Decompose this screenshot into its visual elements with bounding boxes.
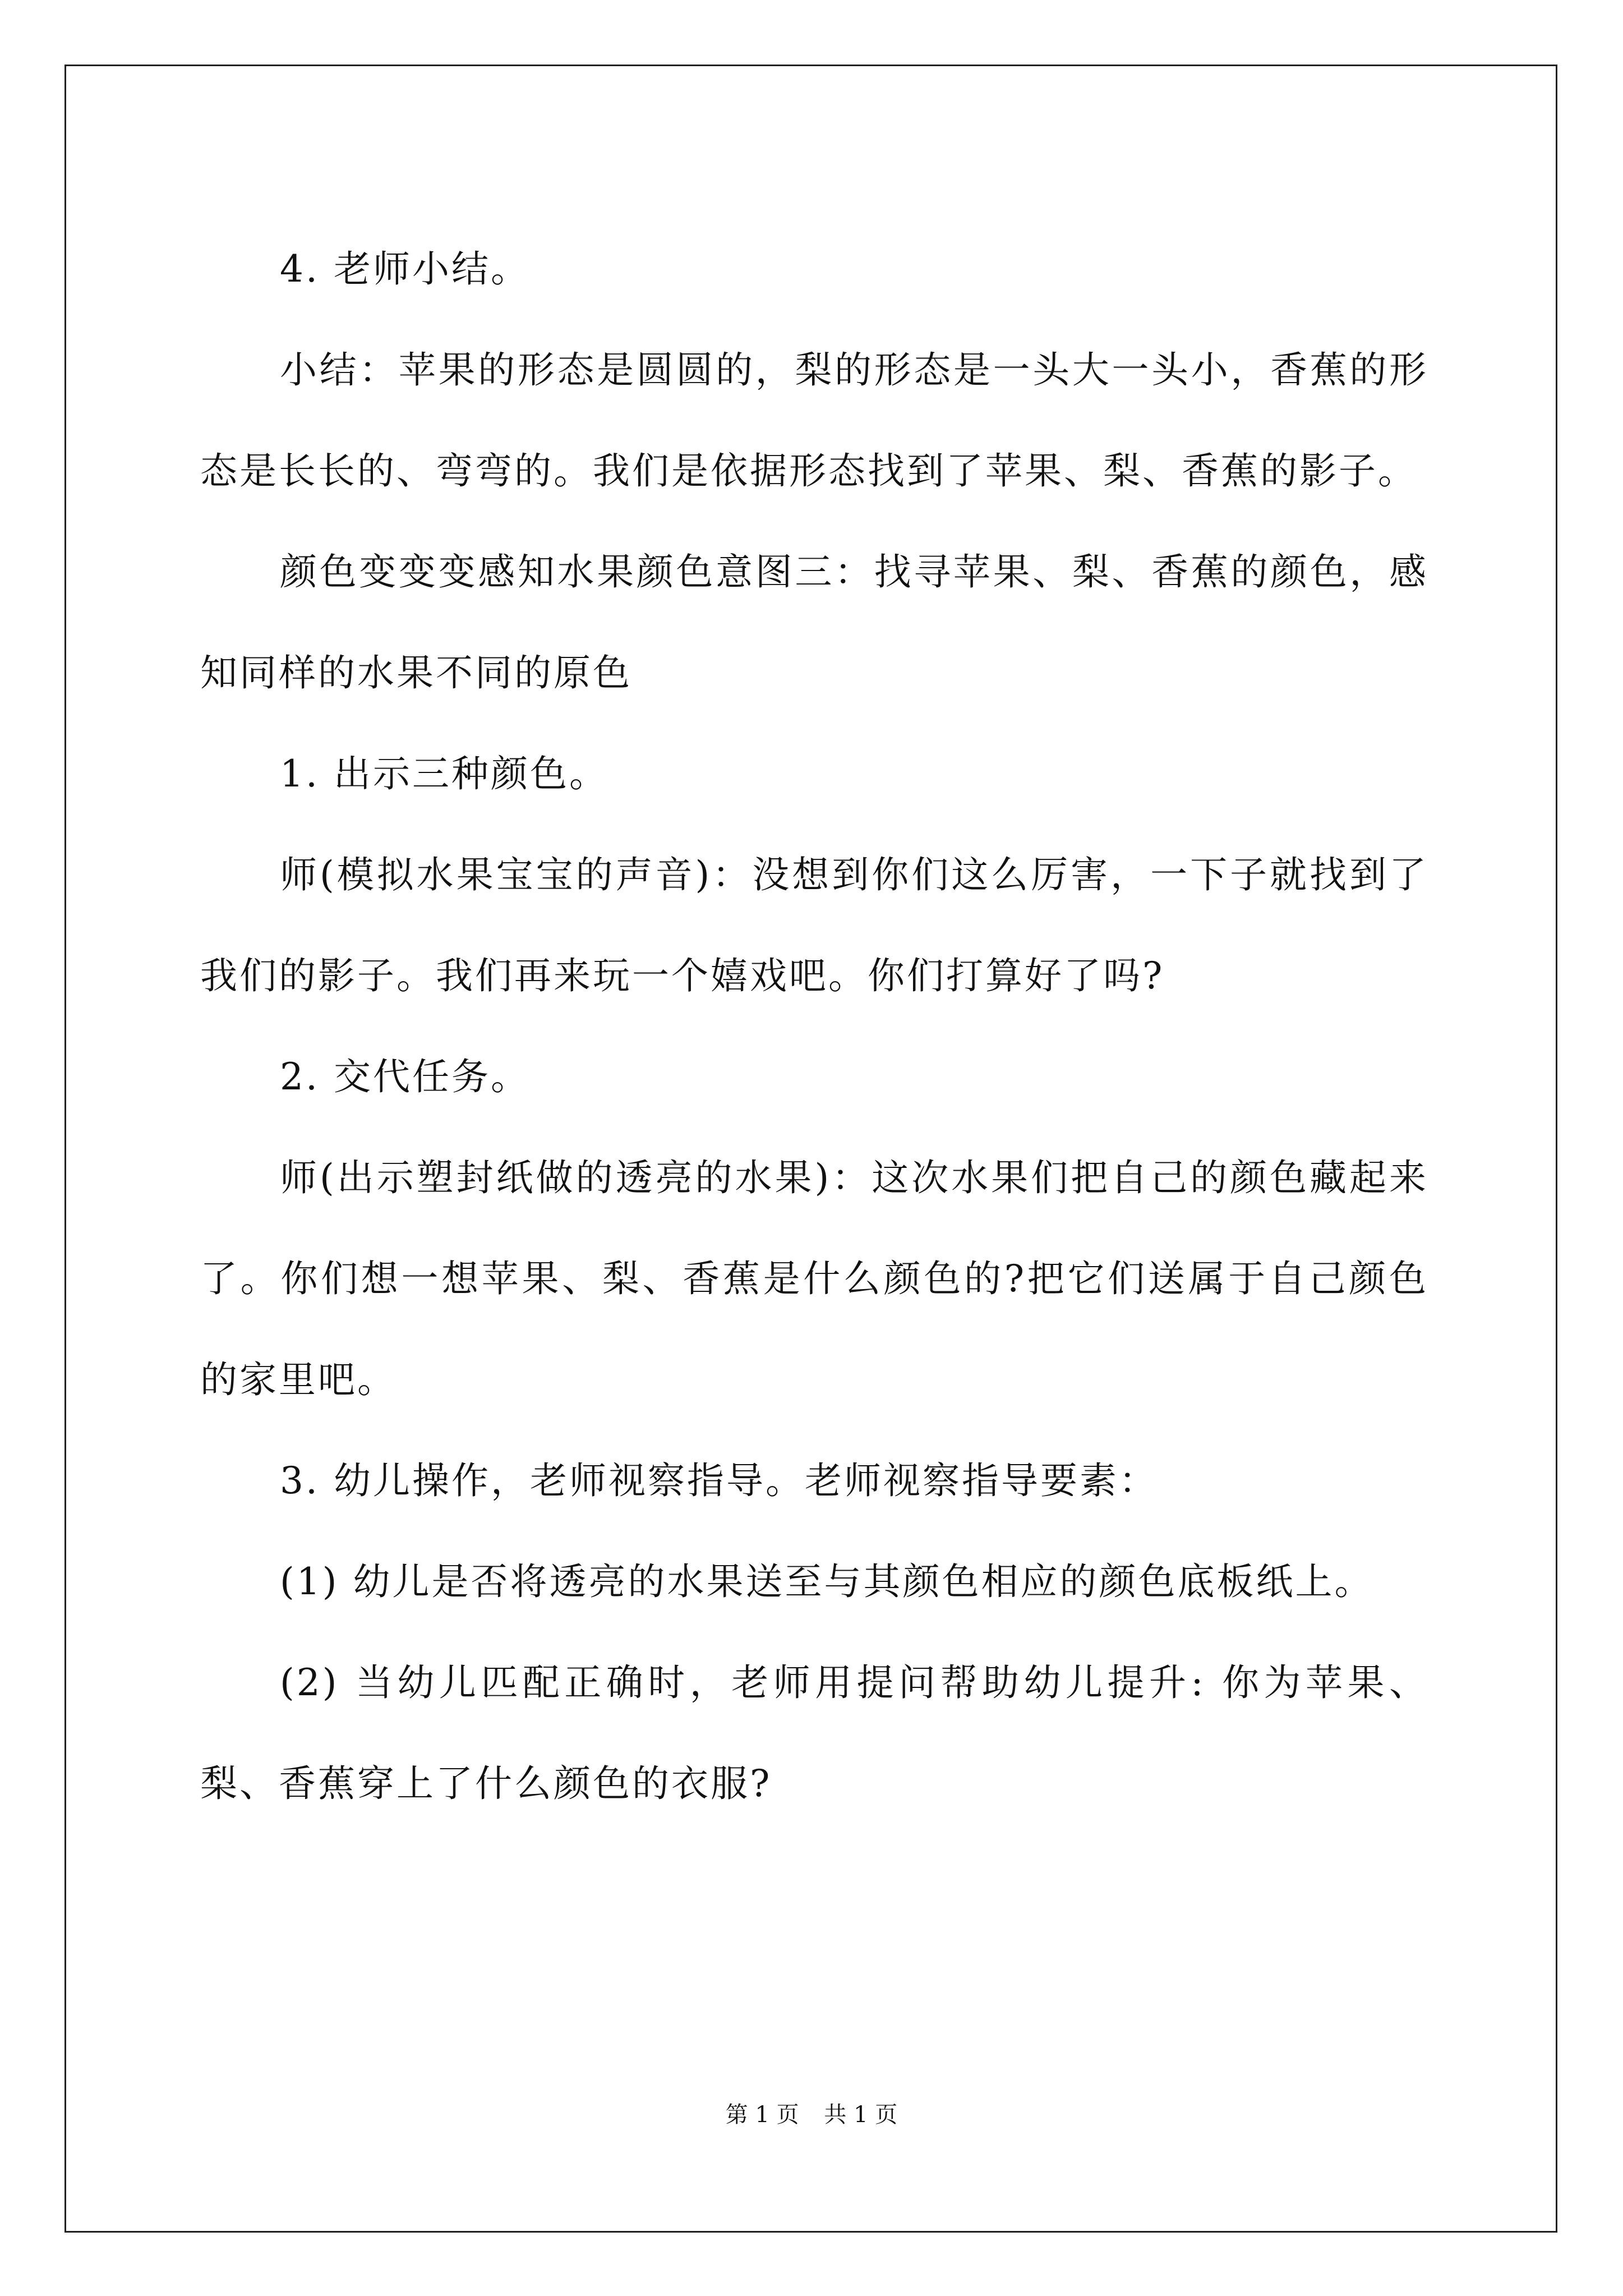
paragraph: 4. 老师小结。 [280, 247, 530, 291]
paragraph: (2) 当幼儿匹配正确时，老师用提问帮助幼儿提升: 你为苹果、梨、香蕉穿上了什么颜色的衣服? [200, 1661, 1428, 1805]
paragraph: (1) 幼儿是否将透亮的水果送至与其颜色相应的颜色底板纸上。 [280, 1560, 1374, 1603]
paragraph: 师(模拟水果宝宝的声音)：没想到你们这么厉害，一下子就找到了我们的影子。我们再来玩一个嬉戏吧。你们打算好了吗? [200, 853, 1428, 997]
paragraph: 1. 出示三种颜色。 [280, 752, 608, 795]
paragraph: 小结：苹果的形态是圆圆的，梨的形态是一头大一头小，香蕉的形态是长长的、弯弯的。我们是依据形态找到了苹果、梨、香蕉的影子。 [200, 348, 1428, 493]
page-total: 共 1 页 [824, 2102, 898, 2128]
paragraph: 2. 交代任务。 [280, 1055, 530, 1098]
paragraph: 师(出示塑封纸做的透亮的水果)：这次水果们把自己的颜色藏起来了。你们想一想苹果、梨、香蕉是什么颜色的?把它们送属于自己颜色的家里吧。 [200, 1156, 1428, 1401]
paragraph: 颜色变变变感知水果颜色意图三：找寻苹果、梨、香蕉的颜色，感知同样的水果不同的原色 [200, 550, 1428, 694]
document-body [200, 219, 1428, 1834]
page-number: 第 1 页 [725, 2102, 799, 2128]
paragraph: 3. 幼儿操作，老师视察指导。老师视察指导要素： [280, 1459, 1158, 1502]
page-footer [0, 2101, 1623, 2129]
